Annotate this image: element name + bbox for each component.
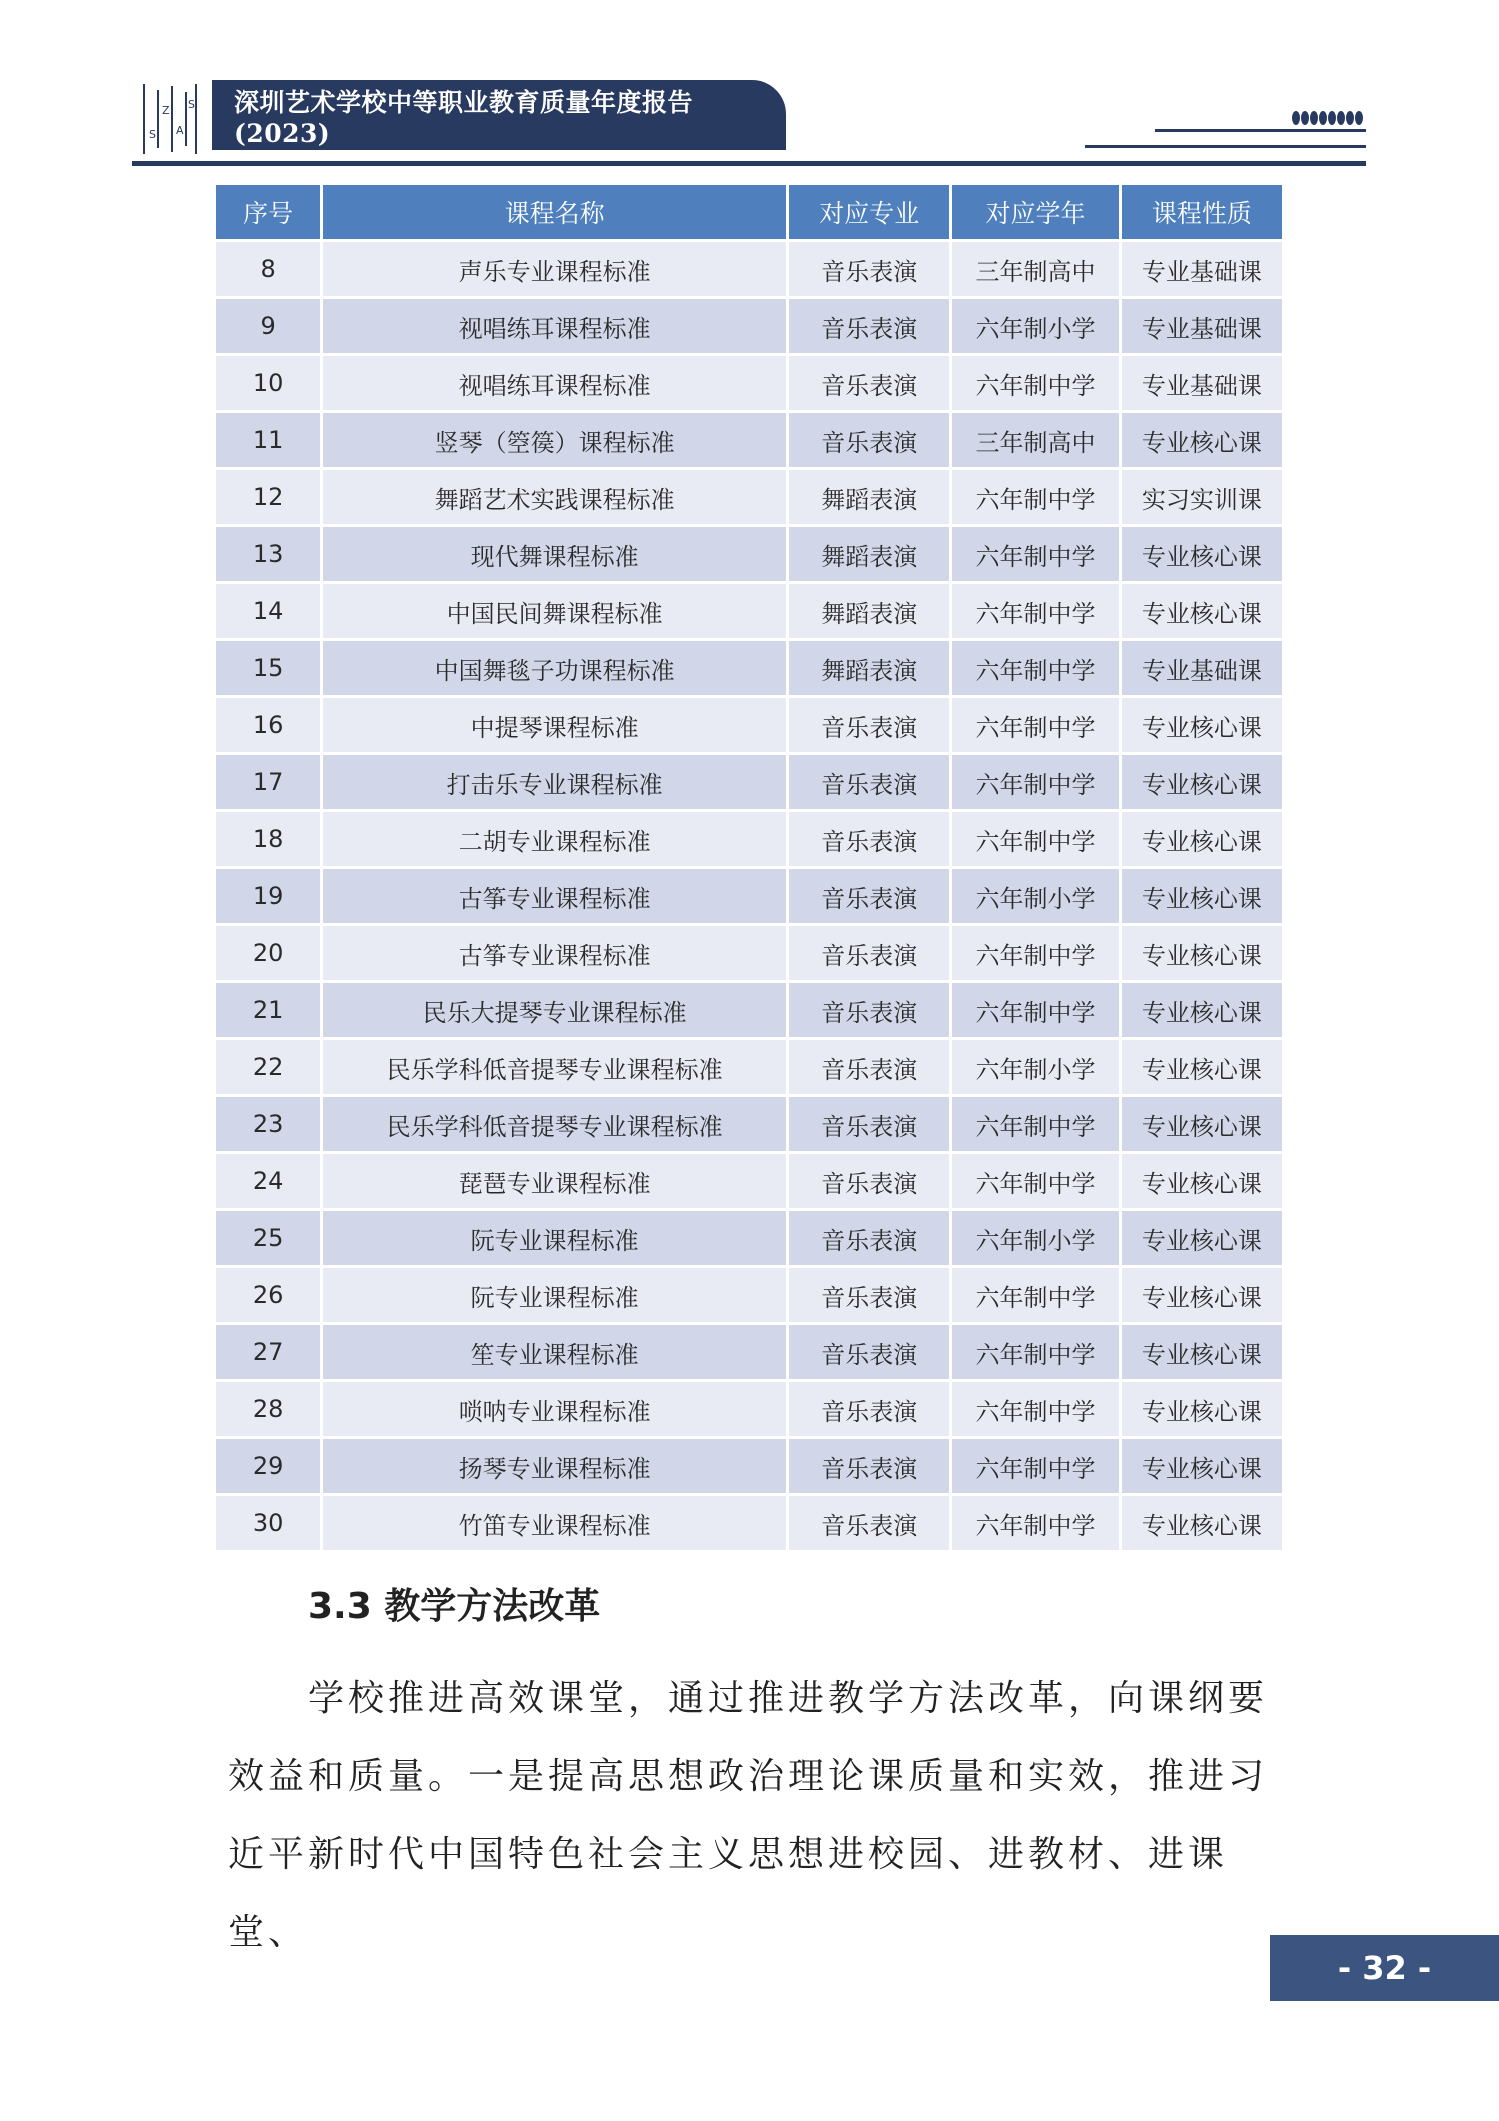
cell-index: 24 [216, 1154, 320, 1208]
cell-major: 音乐表演 [789, 1097, 949, 1151]
table-row [216, 1268, 1282, 1322]
cell-index: 14 [216, 584, 320, 638]
cell-course-name: 二胡专业课程标准 [323, 812, 786, 866]
cell-index: 21 [216, 983, 320, 1037]
cell-course-type: 专业核心课 [1122, 1097, 1282, 1151]
table-row [216, 641, 1282, 695]
cell-course-type: 实习实训课 [1122, 470, 1282, 524]
cell-school-year: 六年制中学 [952, 1382, 1118, 1436]
cell-course-type: 专业核心课 [1122, 584, 1282, 638]
cell-course-name: 阮专业课程标准 [323, 1268, 786, 1322]
cell-course-type: 专业核心课 [1122, 755, 1282, 809]
cell-course-type: 专业基础课 [1122, 641, 1282, 695]
cell-school-year: 三年制高中 [952, 413, 1118, 467]
cell-course-type: 专业核心课 [1122, 1382, 1282, 1436]
cell-school-year: 六年制小学 [952, 1040, 1118, 1094]
cell-course-name: 阮专业课程标准 [323, 1211, 786, 1265]
cell-index: 28 [216, 1382, 320, 1436]
table-row [216, 356, 1282, 410]
cell-major: 音乐表演 [789, 299, 949, 353]
cell-course-name: 声乐专业课程标准 [323, 242, 786, 296]
cell-index: 8 [216, 242, 320, 296]
table-row [216, 413, 1282, 467]
col-header-school-year: 对应学年 [952, 185, 1118, 239]
cell-school-year: 六年制中学 [952, 698, 1118, 752]
cell-school-year: 六年制中学 [952, 1439, 1118, 1493]
cell-course-name: 打击乐专业课程标准 [323, 755, 786, 809]
table-row [216, 983, 1282, 1037]
table-body [216, 242, 1282, 1550]
cell-index: 30 [216, 1496, 320, 1550]
cell-course-type: 专业核心课 [1122, 812, 1282, 866]
table-row [216, 1040, 1282, 1094]
svg-text:A: A [176, 124, 184, 137]
svg-text:S: S [149, 128, 156, 141]
cell-school-year: 六年制中学 [952, 1268, 1118, 1322]
col-header-course-name: 课程名称 [323, 185, 786, 239]
table-row [216, 1496, 1282, 1550]
table-row [216, 698, 1282, 752]
cell-course-type: 专业基础课 [1122, 299, 1282, 353]
table-row [216, 755, 1282, 809]
cell-index: 16 [216, 698, 320, 752]
cell-major: 音乐表演 [789, 812, 949, 866]
cell-course-type: 专业核心课 [1122, 527, 1282, 581]
cell-course-name: 中提琴课程标准 [323, 698, 786, 752]
cell-course-type: 专业核心课 [1122, 698, 1282, 752]
cell-major: 音乐表演 [789, 1439, 949, 1493]
cell-course-name: 中国舞毯子功课程标准 [323, 641, 786, 695]
cell-course-name: 中国民间舞课程标准 [323, 584, 786, 638]
cell-school-year: 六年制中学 [952, 1496, 1118, 1550]
cell-index: 17 [216, 755, 320, 809]
cell-major: 音乐表演 [789, 1154, 949, 1208]
cell-course-name: 竹笛专业课程标准 [323, 1496, 786, 1550]
cell-major: 音乐表演 [789, 242, 949, 296]
report-title-banner [212, 80, 786, 150]
cell-index: 25 [216, 1211, 320, 1265]
cell-course-name: 民乐学科低音提琴专业课程标准 [323, 1097, 786, 1151]
table-row [216, 584, 1282, 638]
cell-course-name: 民乐学科低音提琴专业课程标准 [323, 1040, 786, 1094]
cell-school-year: 六年制中学 [952, 641, 1118, 695]
cell-index: 19 [216, 869, 320, 923]
cell-school-year: 六年制中学 [952, 1154, 1118, 1208]
svg-text:S: S [188, 98, 195, 111]
table-row [216, 869, 1282, 923]
cell-major: 音乐表演 [789, 413, 949, 467]
report-title: 深圳艺术学校中等职业教育质量年度报告(2023) [234, 87, 694, 148]
cell-major: 音乐表演 [789, 698, 949, 752]
cell-major: 音乐表演 [789, 356, 949, 410]
header-rule-middle [1085, 145, 1366, 148]
table-row [216, 527, 1282, 581]
table-row [216, 812, 1282, 866]
cell-course-name: 视唱练耳课程标准 [323, 299, 786, 353]
cell-course-name: 古筝专业课程标准 [323, 869, 786, 923]
cell-school-year: 六年制中学 [952, 1325, 1118, 1379]
header-decoration-dots [1292, 111, 1363, 125]
cell-course-type: 专业核心课 [1122, 1154, 1282, 1208]
cell-course-type: 专业核心课 [1122, 1268, 1282, 1322]
table-row [216, 1382, 1282, 1436]
cell-course-type: 专业核心课 [1122, 869, 1282, 923]
cell-course-type: 专业核心课 [1122, 1040, 1282, 1094]
cell-course-type: 专业核心课 [1122, 983, 1282, 1037]
cell-course-name: 视唱练耳课程标准 [323, 356, 786, 410]
section-paragraph: 学校推进高效课堂，通过推进教学方法改革，向课纲要效益和质量。一是提高思想政治理论课质量和实效，推进习近平新时代中国特色社会主义思想进校园、进教材、进课堂、 [228, 1678, 1269, 1953]
col-header-major: 对应专业 [789, 185, 949, 239]
table-row [216, 1325, 1282, 1379]
table-row [216, 1097, 1282, 1151]
cell-major: 音乐表演 [789, 755, 949, 809]
cell-course-type: 专业核心课 [1122, 1325, 1282, 1379]
table-row [216, 242, 1282, 296]
cell-course-name: 民乐大提琴专业课程标准 [323, 983, 786, 1037]
cell-course-type: 专业核心课 [1122, 1496, 1282, 1550]
cell-course-type: 专业基础课 [1122, 242, 1282, 296]
cell-major: 舞蹈表演 [789, 470, 949, 524]
cell-school-year: 六年制中学 [952, 527, 1118, 581]
cell-course-name: 现代舞课程标准 [323, 527, 786, 581]
table-row [216, 1211, 1282, 1265]
table-header-row [216, 185, 1282, 239]
cell-school-year: 六年制中学 [952, 470, 1118, 524]
cell-school-year: 六年制中学 [952, 356, 1118, 410]
cell-school-year: 六年制中学 [952, 1097, 1118, 1151]
cell-index: 15 [216, 641, 320, 695]
table-row [216, 470, 1282, 524]
cell-course-name: 竖琴（箜篌）课程标准 [323, 413, 786, 467]
table-row [216, 299, 1282, 353]
page-number: - 32 - [1270, 1935, 1499, 2001]
cell-major: 音乐表演 [789, 1040, 949, 1094]
cell-index: 12 [216, 470, 320, 524]
cell-major: 音乐表演 [789, 869, 949, 923]
cell-major: 舞蹈表演 [789, 584, 949, 638]
cell-index: 22 [216, 1040, 320, 1094]
cell-school-year: 六年制中学 [952, 926, 1118, 980]
cell-school-year: 六年制小学 [952, 1211, 1118, 1265]
section-heading: 3.3 教学方法改革 [308, 1586, 601, 1627]
cell-major: 音乐表演 [789, 1325, 949, 1379]
cell-index: 23 [216, 1097, 320, 1151]
cell-index: 11 [216, 413, 320, 467]
header-rule-upper [1155, 129, 1366, 132]
cell-major: 音乐表演 [789, 1496, 949, 1550]
cell-school-year: 六年制小学 [952, 869, 1118, 923]
cell-index: 13 [216, 527, 320, 581]
cell-school-year: 六年制小学 [952, 299, 1118, 353]
cell-major: 音乐表演 [789, 926, 949, 980]
header-rule-main [132, 161, 1366, 166]
cell-course-name: 唢呐专业课程标准 [323, 1382, 786, 1436]
cell-course-name: 古筝专业课程标准 [323, 926, 786, 980]
cell-index: 18 [216, 812, 320, 866]
cell-school-year: 六年制中学 [952, 812, 1118, 866]
cell-major: 舞蹈表演 [789, 527, 949, 581]
table-row [216, 1154, 1282, 1208]
cell-course-type: 专业基础课 [1122, 356, 1282, 410]
cell-course-type: 专业核心课 [1122, 1439, 1282, 1493]
cell-major: 舞蹈表演 [789, 641, 949, 695]
cell-course-type: 专业核心课 [1122, 413, 1282, 467]
cell-school-year: 六年制中学 [952, 983, 1118, 1037]
cell-major: 音乐表演 [789, 1268, 949, 1322]
cell-course-name: 舞蹈艺术实践课程标准 [323, 470, 786, 524]
cell-course-name: 笙专业课程标准 [323, 1325, 786, 1379]
cell-index: 29 [216, 1439, 320, 1493]
school-logo [140, 84, 198, 154]
cell-index: 20 [216, 926, 320, 980]
cell-index: 10 [216, 356, 320, 410]
cell-index: 9 [216, 299, 320, 353]
svg-text:Z: Z [162, 104, 170, 117]
cell-index: 26 [216, 1268, 320, 1322]
cell-school-year: 三年制高中 [952, 242, 1118, 296]
cell-course-name: 扬琴专业课程标准 [323, 1439, 786, 1493]
cell-course-type: 专业核心课 [1122, 926, 1282, 980]
table-row [216, 926, 1282, 980]
table-row [216, 1439, 1282, 1493]
cell-school-year: 六年制中学 [952, 755, 1118, 809]
course-standards-table [213, 182, 1285, 1553]
cell-major: 音乐表演 [789, 1382, 949, 1436]
cell-course-type: 专业核心课 [1122, 1211, 1282, 1265]
col-header-course-type: 课程性质 [1122, 185, 1282, 239]
col-header-index: 序号 [216, 185, 320, 239]
cell-major: 音乐表演 [789, 1211, 949, 1265]
cell-major: 音乐表演 [789, 983, 949, 1037]
cell-course-name: 琵琶专业课程标准 [323, 1154, 786, 1208]
cell-school-year: 六年制中学 [952, 584, 1118, 638]
cell-index: 27 [216, 1325, 320, 1379]
